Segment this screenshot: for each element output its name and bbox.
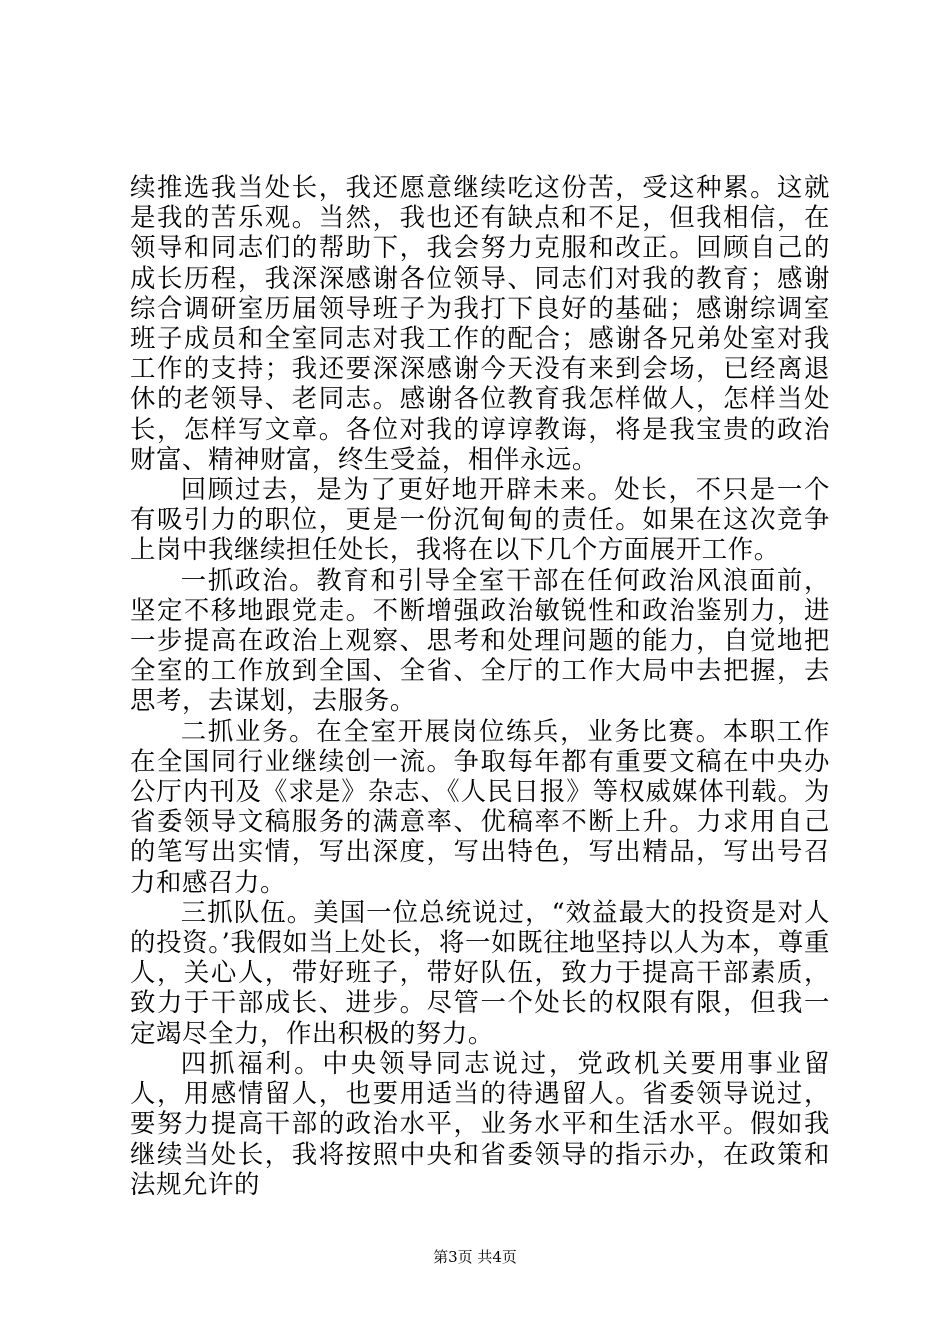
paragraph-1: 续推选我当处长，我还愿意继续吃这份苦，受这种累。这就是我的苦乐观。当然，我也还有缺点和不足，但我相信，在领导和同志们的帮助下，我会努力克服和改正。回顾自己的成长历程，我深深感谢各位领导、同志们对我的教育；感谢综合调研室历届领导班子为我打下良好的基础；感谢综调室班子成员和全室同志对我工作的配合；感谢各兄弟处室对我工作的支持；我还要深深感谢今天没有来到会场，已经离退休的老领导、老同志。感谢各位教育我怎样做人，怎样当处长，怎样写文章。各位对我的谆谆教诲，将是我宝贵的政治财富、精神财富，终生受益，相伴永远。 [130, 172, 830, 474]
paragraph-3: 一抓政治。教育和引导全室干部在任何政治风浪面前，坚定不移地跟党走。不断增强政治敏锐性和政治鉴别力，进一步提高在政治上观察、思考和处理问题的能力，自觉地把全室的工作放到全国、全省、全厅的工作大局中去把握，去思考，去谋划，去服务。 [130, 564, 830, 716]
paragraph-6: 四抓福利。中央领导同志说过，党政机关要用事业留人，用感情留人，也要用适当的待遇留人。省委领导说过，要努力提高干部的政治水平，业务水平和生活水平。假如我继续当处长，我将按照中央和省委领导的指示办，在政策和法规允许的 [130, 1047, 830, 1199]
paragraph-2: 回顾过去，是为了更好地开辟未来。处长，不只是一个有吸引力的职位，更是一份沉甸甸的责任。如果在这次竞争上岗中我继续担任处长，我将在以下几个方面展开工作。 [130, 474, 830, 565]
paragraph-5: 三抓队伍。美国一位总统说过，“效益最大的投资是对人的投资。’我假如当上处长，将一如既往地坚持以人为本，尊重人，关心人，带好班子，带好队伍，致力于提高干部素质，致力于干部成长、进步。尽管一个处长的权限有限，但我一定竭尽全力，作出积极的努力。 [130, 896, 830, 1048]
document-body [130, 172, 830, 1199]
paragraph-4: 二抓业务。在全室开展岗位练兵，业务比赛。本职工作在全国同行业继续创一流。争取每年都有重要文稿在中央办公厅内刊及《求是》杂志、《人民日报》等权威媒体刊载。为省委领导文稿服务的满意率、优稿率不断上升。力求用自己的笔写出实情，写出深度，写出特色，写出精品，写出号召力和感召力。 [130, 715, 830, 897]
page-number-footer: 第3页 共4页 [433, 1248, 517, 1266]
